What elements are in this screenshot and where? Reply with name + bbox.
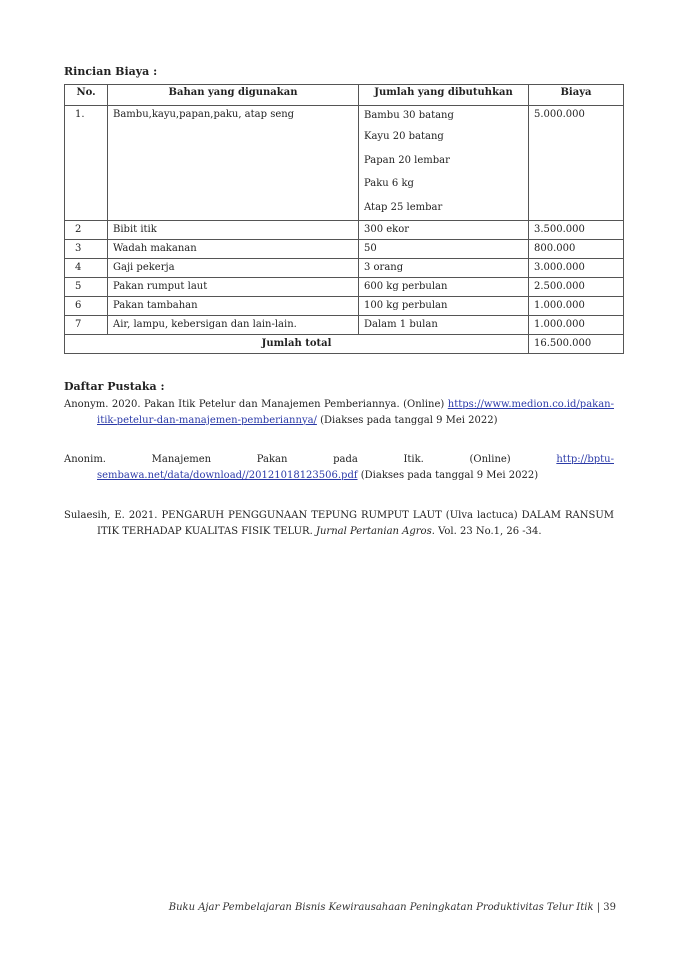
row-no: 1. (65, 106, 108, 221)
row-item: Wadah makanan (108, 240, 359, 259)
quantity-line: Paku 6 kg (364, 178, 414, 189)
quantity-line: Kayu 20 batang (364, 131, 444, 142)
references-title: Daftar Pustaka : (64, 380, 165, 393)
row-quantity: 50 (359, 240, 529, 259)
table-row (65, 106, 624, 221)
table-row (65, 240, 624, 259)
header-quantity: Jumlah yang dibutuhkan (359, 85, 529, 106)
reference-text (64, 397, 614, 428)
total-label: Jumlah total (65, 335, 529, 354)
row-quantity: Dalam 1 bulan (359, 316, 529, 335)
total-row (65, 335, 624, 354)
reference-item (64, 397, 614, 428)
row-quantity: 600 kg perbulan (359, 278, 529, 297)
row-quantity: 300 ekor (359, 221, 529, 240)
cost-section-title: Rincian Biaya : (64, 65, 158, 78)
row-item: Gaji pekerja (108, 259, 359, 278)
quantity-line: Papan 20 lembar (364, 154, 450, 166)
row-cost: 1.000.000 (529, 316, 624, 335)
reference-text (64, 452, 614, 483)
reference-journal: Jurnal Pertanian Agros. (315, 525, 435, 537)
footer-page-number: 39 (603, 902, 616, 913)
reference-volume: Vol. 23 No.1, 26 -34. (438, 525, 542, 537)
row-item: Air, lampu, kebersigan dan lain-lain. (108, 316, 359, 335)
row-no: 4 (65, 259, 108, 278)
table-row (65, 297, 624, 316)
row-no: 5 (65, 278, 108, 297)
row-quantity-list (359, 106, 529, 221)
header-cost: Biaya (529, 85, 624, 106)
reference-citation: Anonim. Manajemen Pakan pada Itik. (Online) (64, 454, 511, 465)
quantity-line: Bambu 30 batang (364, 110, 454, 121)
row-cost: 2.500.000 (529, 278, 624, 297)
row-cost: 3.000.000 (529, 259, 624, 278)
reference-citation: Sulaesih, E. 2021. PENGARUH PENGGUNAAN TEPUNG RUMPUT LAUT (Ulva lactuca) DALAM RANSUM ITIK TERHADAP KUALITAS FISIK TELUR. (64, 510, 614, 537)
cost-table (64, 84, 624, 354)
row-item: Pakan rumput laut (108, 278, 359, 297)
page-footer (169, 902, 616, 913)
table-header-row (65, 85, 624, 106)
reference-item (64, 508, 614, 539)
reference-item (64, 452, 614, 483)
reference-link[interactable]: https://www.medion.co.id/pakan-itik-petelur-dan-manajemen-pemberiannya/ (97, 399, 614, 426)
row-cost: 800.000 (529, 240, 624, 259)
table-row (65, 316, 624, 335)
row-item: Bambu,kayu,papan,paku, atap seng (108, 106, 359, 221)
row-cost: 3.500.000 (529, 221, 624, 240)
row-cost: 5.000.000 (529, 106, 624, 221)
total-value: 16.500.000 (529, 335, 624, 354)
row-no: 3 (65, 240, 108, 259)
row-no: 6 (65, 297, 108, 316)
footer-separator: | (596, 902, 601, 913)
row-quantity: 3 orang (359, 259, 529, 278)
row-item: Pakan tambahan (108, 297, 359, 316)
reference-link[interactable]: http://bptu-sembawa.net/data/download//20121018123506.pdf (97, 454, 614, 481)
row-quantity: 100 kg perbulan (359, 297, 529, 316)
row-item: Bibit itik (108, 221, 359, 240)
reference-text (64, 508, 614, 539)
table-row (65, 221, 624, 240)
header-item: Bahan yang digunakan (108, 85, 359, 106)
reference-access-note: (Diakses pada tanggal 9 Mei 2022) (360, 469, 539, 481)
table-row (65, 278, 624, 297)
row-no: 2 (65, 221, 108, 240)
quantity-line: Atap 25 lembar (364, 201, 443, 213)
row-no: 7 (65, 316, 108, 335)
reference-citation: Anonym. 2020. Pakan Itik Petelur dan Manajemen Pemberiannya. (Online) (64, 399, 445, 410)
table-row (65, 259, 624, 278)
footer-book-title: Buku Ajar Pembelajaran Bisnis Kewirausahaan Peningkatan Produktivitas Telur Itik (168, 902, 594, 913)
row-cost: 1.000.000 (529, 297, 624, 316)
header-no: No. (65, 85, 108, 106)
reference-access-note: (Diakses pada tanggal 9 Mei 2022) (320, 414, 498, 426)
